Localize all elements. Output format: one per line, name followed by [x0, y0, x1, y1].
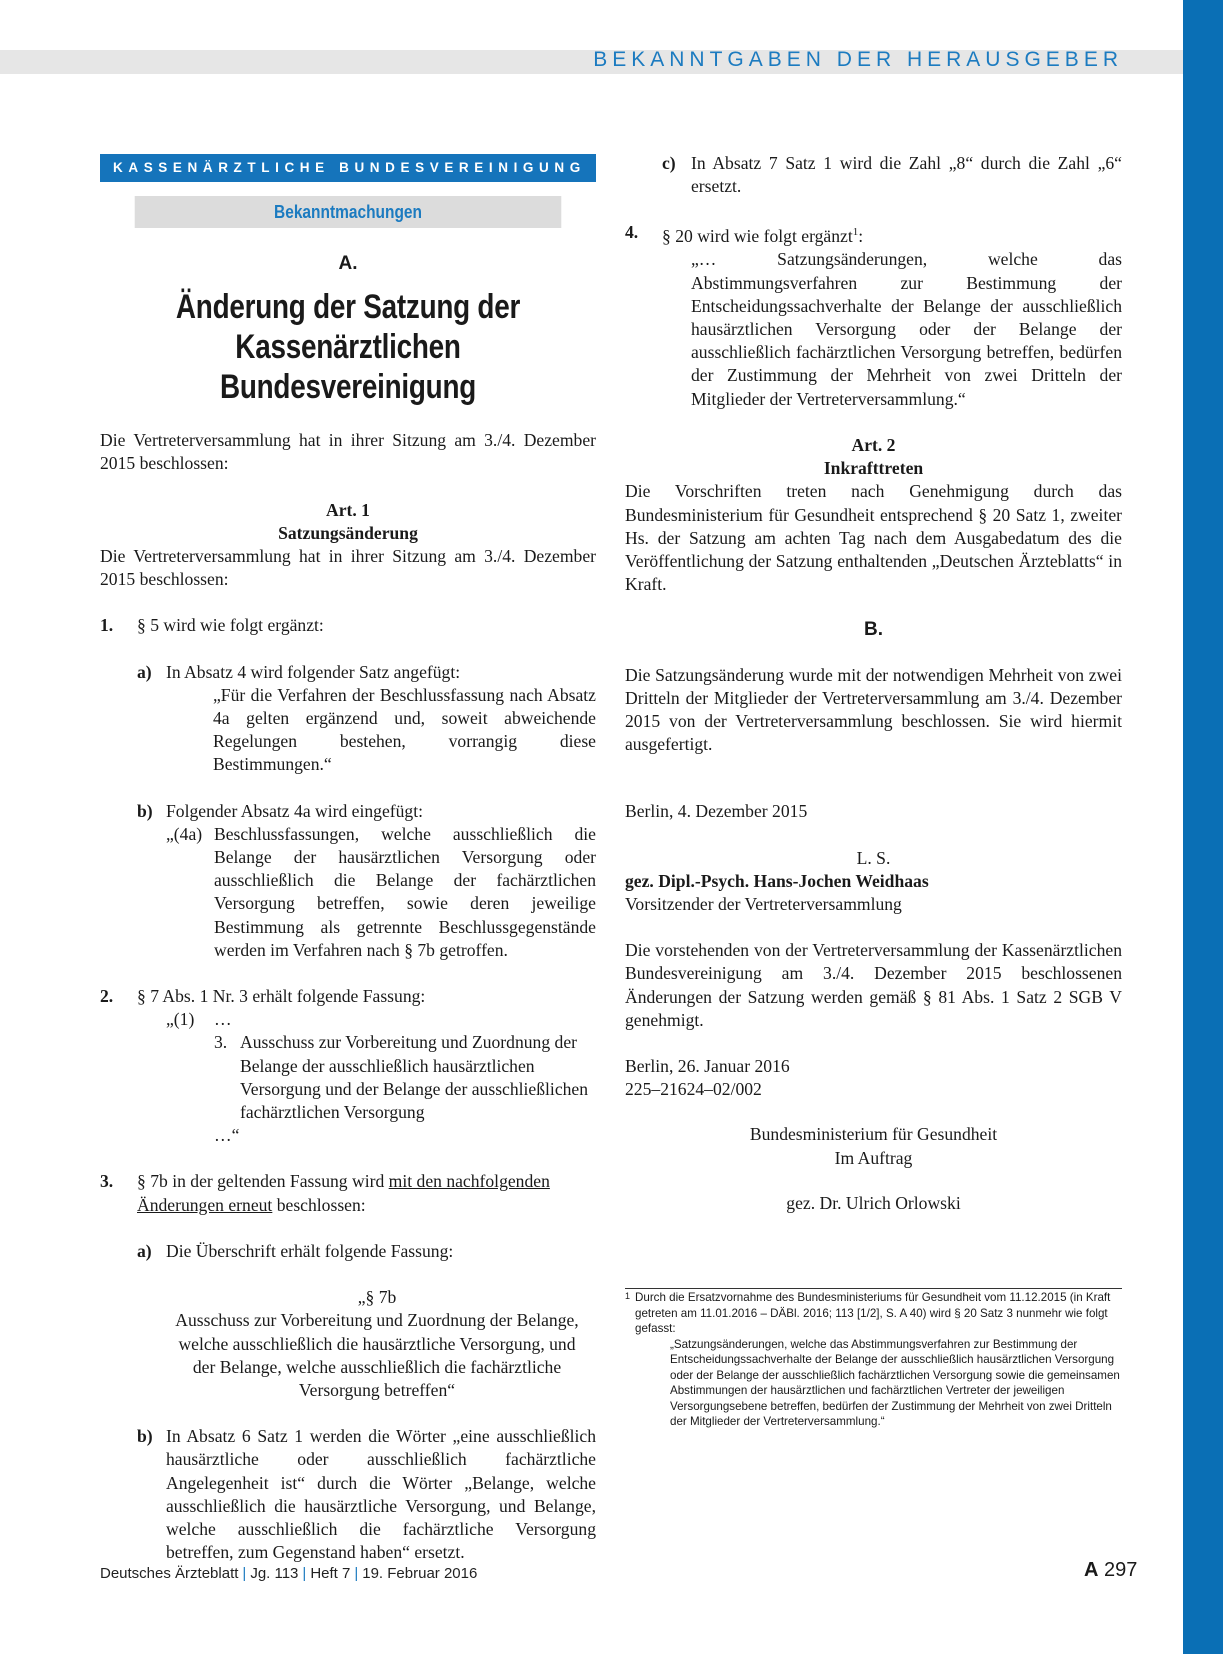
- item-1a-text: In Absatz 4 wird folgender Satz angefügt:: [166, 661, 461, 682]
- item-3a-text: Die Überschrift erhält folgende Fassung:: [166, 1240, 454, 1261]
- place-date-2: Berlin, 26. Januar 2016: [625, 1055, 790, 1076]
- item-1: [100, 614, 596, 637]
- footer-journal: Deutsches Ärzteblatt: [100, 1565, 239, 1582]
- page-number-value: 297: [1104, 1559, 1138, 1581]
- page-footer: Deutsches Ärzteblatt | Jg. 113 | Heft 7 | 19. Februar 2016: [100, 1565, 478, 1582]
- item-2-number: 2.: [100, 986, 114, 1007]
- item-3a: [137, 1240, 596, 1263]
- art1-heading: [100, 499, 596, 545]
- art2-heading: [625, 434, 1122, 480]
- item-3-text-underlined: mit den nachfolgenden Änderungen erneut: [137, 1171, 550, 1215]
- title-line-2: Kassenärztlichen Bundesvereinigung: [219, 328, 477, 407]
- item-1a: [137, 661, 596, 777]
- item-1b-text: Folgender Absatz 4a wird eingefügt:: [166, 800, 423, 821]
- item-3b: [137, 1425, 596, 1564]
- item-2-sub-number: 3.: [214, 1032, 228, 1053]
- item-1b-key: „(4a): [166, 823, 203, 844]
- footer-issue: Heft 7: [310, 1565, 351, 1582]
- item-3b-label: b): [137, 1426, 153, 1447]
- section-b-heading: B.: [864, 619, 883, 641]
- item-1a-label: a): [137, 661, 152, 682]
- art2-text: Die Vorschriften treten nach Genehmigung durch das Bundesministerium für Gesundheit entsprechend § 20 Satz 1, zweiter Hs. der Satzung am achten Tag nach dem Ausgabedatum des die Veröffentlichung der Satzung enthaltenden „Deutschen Ärzteblatts“ in Kraft.: [625, 481, 1122, 595]
- section-header: BEKANNTGABEN DER HERAUSGEBER: [593, 48, 1123, 71]
- item-3c: [662, 152, 1122, 198]
- im-auftrag: Im Auftrag: [834, 1147, 913, 1168]
- item-1b: [137, 800, 596, 962]
- sub-bar: Bekanntmachungen: [135, 196, 562, 228]
- item-3c-label: c): [662, 153, 676, 173]
- approval-text: Die vorstehenden von der Vertreterversammlung der Kassenärztlichen Bundesvereinigung am 3./4. Dezember 2015 beschlossenen Änderungen der Satzung werden gemäß § 81 Abs. 1 Satz 2 SGB V genehmigt.: [625, 940, 1122, 1030]
- item-3-number: 3.: [100, 1171, 114, 1192]
- footnote-quote: „Satzungsänderungen, welche das Abstimmungsverfahren zur Bestimmung der Entscheidungssachverhalte der Belange der ausschließlich hausärztlichen Versorgung oder der Belange der ausschließlich fachärztlichen Versorgung sowie die gemeinsamen Abstimmungen der hausärztlichen und fachärztlichen Vertreter der jeweiligen Versorgungsebene betreffen, bedürfen der Zustimmung der Mehrheit von zwei Dritteln der Mitglieder der Vertreterversammlung.“: [670, 1337, 1120, 1428]
- ministry-signer: gez. Dr. Ulrich Orlowski: [786, 1192, 961, 1213]
- art2-title: Inkrafttreten: [823, 458, 924, 479]
- footnote: [625, 1290, 1122, 1430]
- reference-number: 225–21624–02/002: [625, 1079, 762, 1100]
- footer-volume: Jg. 113: [250, 1565, 299, 1582]
- item-4-text: § 20 wird wie folgt ergänzt: [662, 226, 853, 247]
- item-4: [625, 221, 1122, 248]
- item-1a-quote: „Für die Verfahren der Beschlussfassung nach Absatz 4a gelten ergänzend und, soweit abweichende Regelungen bestehen, vorrangig diese Bestimmungen.“: [213, 684, 596, 775]
- intro-paragraph: Die Vertreterversammlung hat in ihrer Sitzung am 3./4. Dezember 2015 beschlossen:: [100, 430, 596, 474]
- page-prefix: A: [1084, 1559, 1099, 1581]
- item-2-ellipsis: …: [214, 1009, 232, 1030]
- section-b-text: Die Satzungsänderung wurde mit der notwendigen Mehrheit von zwei Dritteln der Mitglieder der Vertreterversammlung am 3./4. Dezember 2015 von der Vertreterversammlung beschlossen. Sie wird hiermit ausgefertigt.: [625, 664, 1122, 755]
- place-date-1: Berlin, 4. Dezember 2015: [625, 801, 808, 822]
- item-3a-label: a): [137, 1240, 152, 1261]
- org-bar: KASSENÄRZTLICHE BUNDESVEREINIGUNG: [100, 154, 596, 182]
- item-1b-label: b): [137, 800, 153, 821]
- item-4-number: 4.: [625, 222, 639, 243]
- footnote-text: Durch die Ersatzvornahme des Bundesministeriums für Gesundheit vom 11.12.2015 (in Kraft getreten am 11.01.2016 – DÄBl. 2016; 113 [1/2], S. A 40) wird § 20 Satz 3 nunmehr wie folgt gefasst:: [635, 1291, 1111, 1335]
- page-number: [1084, 1559, 1137, 1582]
- item-3-text-before: § 7b in der geltenden Fassung wird: [137, 1171, 389, 1192]
- item-3a-heading-text: Ausschuss zur Vorbereitung und Zuordnung der Belange, welche ausschließlich die hausärztliche Versorgung, und der Belange, welche ausschließlich die fachärztliche Versorgung betreffen“: [175, 1310, 579, 1400]
- art1-intro: Die Vertreterversammlung hat in ihrer Sitzung am 3./4. Dezember 2015 beschlossen:: [100, 546, 596, 590]
- footnote-divider: [625, 1288, 1122, 1289]
- item-1-number: 1.: [100, 615, 114, 636]
- item-2-text: § 7 Abs. 1 Nr. 3 erhält folgende Fassung:: [137, 986, 426, 1007]
- footnote-number: 1: [625, 1291, 631, 1301]
- footnote-ref: 1: [852, 226, 859, 239]
- item-2-closing: …“: [214, 1125, 240, 1146]
- item-3c-text: In Absatz 7 Satz 1 wird die Zahl „8“ durch die Zahl „6“ ersetzt.: [691, 153, 1122, 197]
- item-2-key: „(1): [166, 1009, 195, 1030]
- side-accent-bar: [1183, 0, 1223, 1654]
- section-a-heading: A.: [338, 253, 358, 274]
- item-4-quote: „… Satzungsänderungen, welche das Abstimmungsverfahren zur Bestimmung der Entscheidungssachverhalte der Belange der ausschließlich hausärztlichen Versorgung oder der Belange der ausschließlich fachärztlichen Versorgung betreffen, bedürfen der Zustimmung der Mehrheit von zwei Dritteln der Mitglieder der Vertreterversammlung.“: [691, 249, 1122, 409]
- item-4-colon: :: [858, 226, 864, 247]
- page-title: [145, 287, 552, 407]
- title-line-1: Änderung der Satzung der: [175, 288, 521, 327]
- art1-title: Satzungsänderung: [278, 522, 418, 543]
- signer-role: Vorsitzender der Vertreterversammlung: [625, 893, 902, 914]
- item-2: [100, 985, 596, 1008]
- item-3b-text: In Absatz 6 Satz 1 werden die Wörter „eine ausschließlich hausärztliche oder ausschließlich fachärztliche Angelegenheit ist“ durch die Wörter „Belange, welche ausschließlich die hausärztliche Versorgung, und Belange, welche ausschließlich die fachärztliche Versorgung betreffen, zum Gegenstand haben“ ersetzt.: [166, 1426, 596, 1563]
- item-3a-heading-para: „§ 7b: [357, 1287, 397, 1308]
- right-column: [625, 152, 1122, 1215]
- ministry-name: Bundesministerium für Gesundheit: [749, 1124, 998, 1145]
- item-2-sub-text: Ausschuss zur Vorbereitung und Zuordnung der Belange der ausschließlich hausärztlichen Versorgung und der Belange der ausschließlichen fachärztlichen Versorgung: [240, 1032, 589, 1123]
- art1-number: Art. 1: [326, 499, 370, 520]
- item-3a-new-heading: [166, 1286, 588, 1402]
- item-3-text-after: beschlossen:: [272, 1194, 366, 1215]
- footer-date: 19. Februar 2016: [362, 1565, 478, 1582]
- signer-name: gez. Dipl.-Psych. Hans-Jochen Weidhaas: [625, 870, 929, 891]
- left-column: [100, 154, 596, 1564]
- item-1b-quote: Beschlussfassungen, welche ausschließlich die Belange der hausärztlichen Versorgung oder ausschließlich die Belange der fachärztlichen Versorgung betreffen, sowie deren jeweilige Bestimmung als getrennte Beschlussgegenstände werden im Verfahren nach § 7b getroffen.: [214, 823, 596, 960]
- item-3: [100, 1170, 596, 1216]
- art2-number: Art. 2: [851, 434, 896, 455]
- seal-mark: L. S.: [856, 847, 891, 868]
- item-1-text: § 5 wird wie folgt ergänzt:: [137, 615, 324, 636]
